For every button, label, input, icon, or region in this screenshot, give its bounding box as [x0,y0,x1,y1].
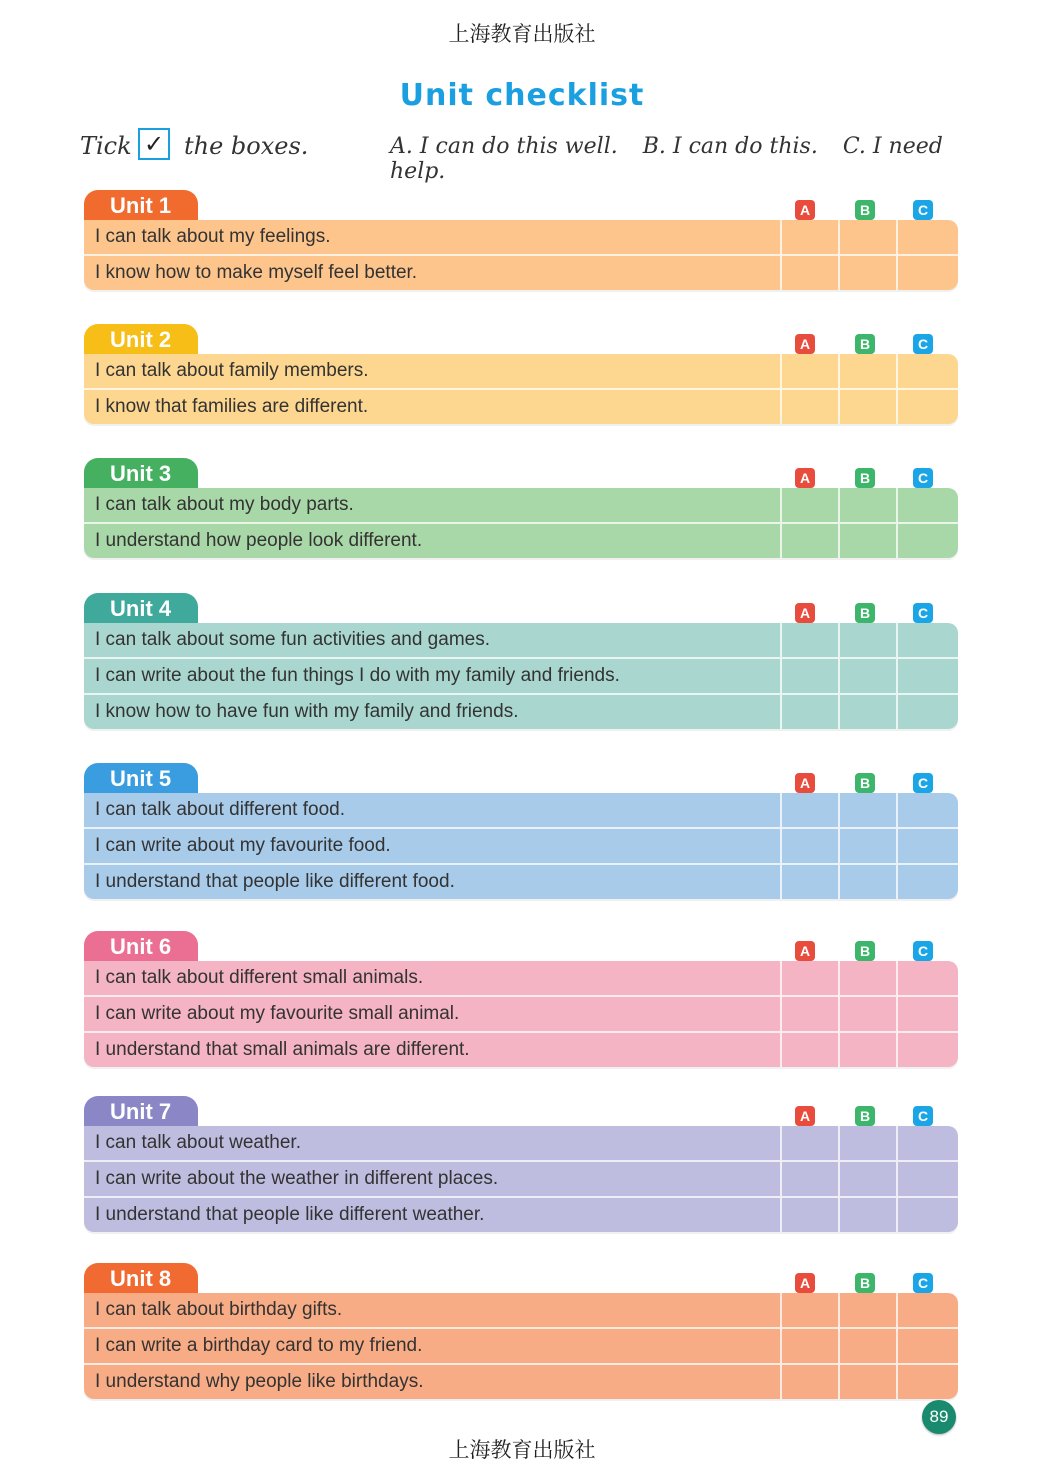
unit-block [84,763,958,899]
tick-box-b[interactable] [838,524,896,558]
unit-tab: Unit 1 [84,190,198,226]
checklist-statement: I know how to make myself feel better. [95,262,418,283]
tick-box-c[interactable] [896,1365,958,1399]
checklist-table [84,623,958,729]
column-badge-c: C [913,773,933,793]
tick-box-c[interactable] [896,1198,958,1232]
column-badge-a: A [795,1273,815,1293]
tick-box-a[interactable] [780,623,838,657]
checklist-table [84,1126,958,1232]
tick-box-c[interactable] [896,524,958,558]
checklist-row [84,254,958,290]
tick-box-b[interactable] [838,829,896,863]
column-badge-b: B [855,1106,875,1126]
checklist-statement: I know how to have fun with my family and friends. [95,701,519,722]
tick-box-b[interactable] [838,390,896,424]
checklist-row [84,961,958,995]
checklist-statement: I can write about the fun things I do with my family and friends. [95,665,620,686]
column-badge-b: B [855,468,875,488]
tick-box-b[interactable] [838,695,896,729]
tick-box-a[interactable] [780,865,838,899]
tick-box-c[interactable] [896,865,958,899]
page-number: 89 [922,1400,956,1434]
tick-box-b[interactable] [838,1329,896,1363]
tick-box-a[interactable] [780,390,838,424]
checklist-row [84,1363,958,1399]
legend-c: C. I need help. [390,134,943,184]
tick-box-b[interactable] [838,1198,896,1232]
column-badge-c: C [913,941,933,961]
checklist-statement: I can talk about weather. [95,1132,301,1153]
unit-tab: Unit 7 [84,1096,198,1132]
tick-box-c[interactable] [896,793,958,827]
tick-box-a[interactable] [780,1365,838,1399]
tick-box-c[interactable] [896,659,958,693]
checklist-statement: I know that families are different. [95,396,369,417]
checklist-statement: I can write about my favourite small animal. [95,1003,460,1024]
column-badge-b: B [855,334,875,354]
tick-box-a[interactable] [780,961,838,995]
checklist-statement: I can talk about some fun activities and games. [95,629,490,650]
tick-box-c[interactable] [896,220,958,254]
tick-box-a[interactable] [780,488,838,522]
column-badge-a: A [795,200,815,220]
tick-box-c[interactable] [896,1329,958,1363]
tick-box-b[interactable] [838,1365,896,1399]
tick-box-b[interactable] [838,961,896,995]
instruction-tick-word: Tick [80,132,132,160]
tick-box-a[interactable] [780,793,838,827]
column-badge-c: C [913,1273,933,1293]
unit-tab: Unit 2 [84,324,198,360]
checklist-table [84,793,958,899]
checklist-row [84,827,958,863]
tick-box-a[interactable] [780,1293,838,1327]
checklist-row [84,1126,958,1160]
column-badge-a: A [795,941,815,961]
checklist-row [84,220,958,254]
checklist-statement: I can write about the weather in different places. [95,1168,499,1189]
tick-box-b[interactable] [838,793,896,827]
column-badge-b: B [855,603,875,623]
tick-box-b[interactable] [838,220,896,254]
tick-box-b[interactable] [838,1162,896,1196]
column-badge-a: A [795,334,815,354]
checklist-row [84,354,958,388]
column-badge-a: A [795,603,815,623]
tick-box-b[interactable] [838,659,896,693]
checklist-statement: I can talk about different small animals. [95,967,424,988]
instruction-boxes-word: the boxes. [184,132,309,160]
checklist-statement: I can talk about different food. [95,799,345,820]
column-badge-c: C [913,200,933,220]
checklist-row [84,995,958,1031]
checklist-statement: I can talk about my body parts. [95,494,354,515]
checklist-row [84,1160,958,1196]
checklist-row [84,863,958,899]
checklist-table [84,1293,958,1399]
tick-box-c[interactable] [896,1126,958,1160]
checklist-row [84,1031,958,1067]
tick-box-a[interactable] [780,524,838,558]
column-badge-c: C [913,334,933,354]
tick-box-c[interactable] [896,829,958,863]
checklist-row [84,657,958,693]
tick-box-a[interactable] [780,997,838,1031]
column-badge-b: B [855,941,875,961]
column-badge-a: A [795,468,815,488]
checklist-row [84,1327,958,1363]
checklist-statement: I can talk about my feelings. [95,226,331,247]
column-badge-b: B [855,200,875,220]
checklist-table [84,354,958,424]
legend-b: B. I can do this. [642,134,818,159]
tick-box-c[interactable] [896,623,958,657]
tick-box-b[interactable] [838,1126,896,1160]
tick-box-a[interactable] [780,256,838,290]
unit-block [84,931,958,1067]
unit-block [84,593,958,729]
unit-block [84,458,958,558]
checklist-row [84,793,958,827]
tick-box-b[interactable] [838,256,896,290]
unit-tab: Unit 5 [84,763,198,799]
column-badge-c: C [913,603,933,623]
legend-a: A. I can do this well. [390,134,618,159]
checklist-row [84,623,958,657]
tick-box-b[interactable] [838,865,896,899]
tick-box-a[interactable] [780,1126,838,1160]
page-title: Unit checklist [399,78,645,113]
tick-box-a[interactable] [780,354,838,388]
unit-block [84,1263,958,1399]
tick-box-c[interactable] [896,1162,958,1196]
instructions [80,128,1010,184]
checklist-statement: I understand that small animals are different. [95,1039,470,1060]
checklist-row [84,693,958,729]
tick-box-b[interactable] [838,1293,896,1327]
tick-box-a[interactable] [780,695,838,729]
tick-box-b[interactable] [838,488,896,522]
publisher-footer: 上海教育出版社 [448,1438,596,1462]
tick-box-c[interactable] [896,1033,958,1067]
tick-box-a[interactable] [780,1198,838,1232]
tick-box-a[interactable] [780,1329,838,1363]
unit-tab: Unit 3 [84,458,198,494]
tick-box-a[interactable] [780,829,838,863]
column-badge-c: C [913,1106,933,1126]
publisher-header: 上海教育出版社 [448,22,596,46]
tick-box-c[interactable] [896,354,958,388]
tick-box-b[interactable] [838,354,896,388]
tick-box-c[interactable] [896,390,958,424]
tick-box-c[interactable] [896,488,958,522]
checklist-statement: I can write a birthday card to my friend. [95,1335,423,1356]
checklist-statement: I can talk about birthday gifts. [95,1299,343,1320]
checklist-statement: I understand how people look different. [95,530,423,551]
unit-block [84,190,958,290]
unit-tab: Unit 6 [84,931,198,967]
column-badge-c: C [913,468,933,488]
checklist-row [84,488,958,522]
tick-box-c[interactable] [896,256,958,290]
column-badge-a: A [795,773,815,793]
unit-tab: Unit 8 [84,1263,198,1299]
column-badge-b: B [855,773,875,793]
checklist-statement: I can talk about family members. [95,360,369,381]
checklist-statement: I understand why people like birthdays. [95,1371,424,1392]
checklist-row [84,1293,958,1327]
checklist-row [84,1196,958,1232]
tick-box-b[interactable] [838,623,896,657]
checklist-row [84,522,958,558]
tick-box-c[interactable] [896,1293,958,1327]
tick-box-a[interactable] [780,659,838,693]
checklist-table [84,220,958,290]
tick-example-box: ✓ [138,128,170,160]
unit-block [84,1096,958,1232]
checklist-statement: I understand that people like different food. [95,871,455,892]
tick-box-c[interactable] [896,997,958,1031]
checklist-row [84,388,958,424]
checklist-table [84,961,958,1067]
checklist-table [84,488,958,558]
tick-box-c[interactable] [896,961,958,995]
tick-box-a[interactable] [780,1033,838,1067]
tick-box-b[interactable] [838,997,896,1031]
rating-legend [390,134,1010,184]
column-badge-a: A [795,1106,815,1126]
tick-box-b[interactable] [838,1033,896,1067]
unit-tab: Unit 4 [84,593,198,629]
tick-box-a[interactable] [780,220,838,254]
tick-box-c[interactable] [896,695,958,729]
checklist-statement: I can write about my favourite food. [95,835,391,856]
checklist-statement: I understand that people like different weather. [95,1204,485,1225]
tick-box-a[interactable] [780,1162,838,1196]
column-badge-b: B [855,1273,875,1293]
unit-block [84,324,958,424]
